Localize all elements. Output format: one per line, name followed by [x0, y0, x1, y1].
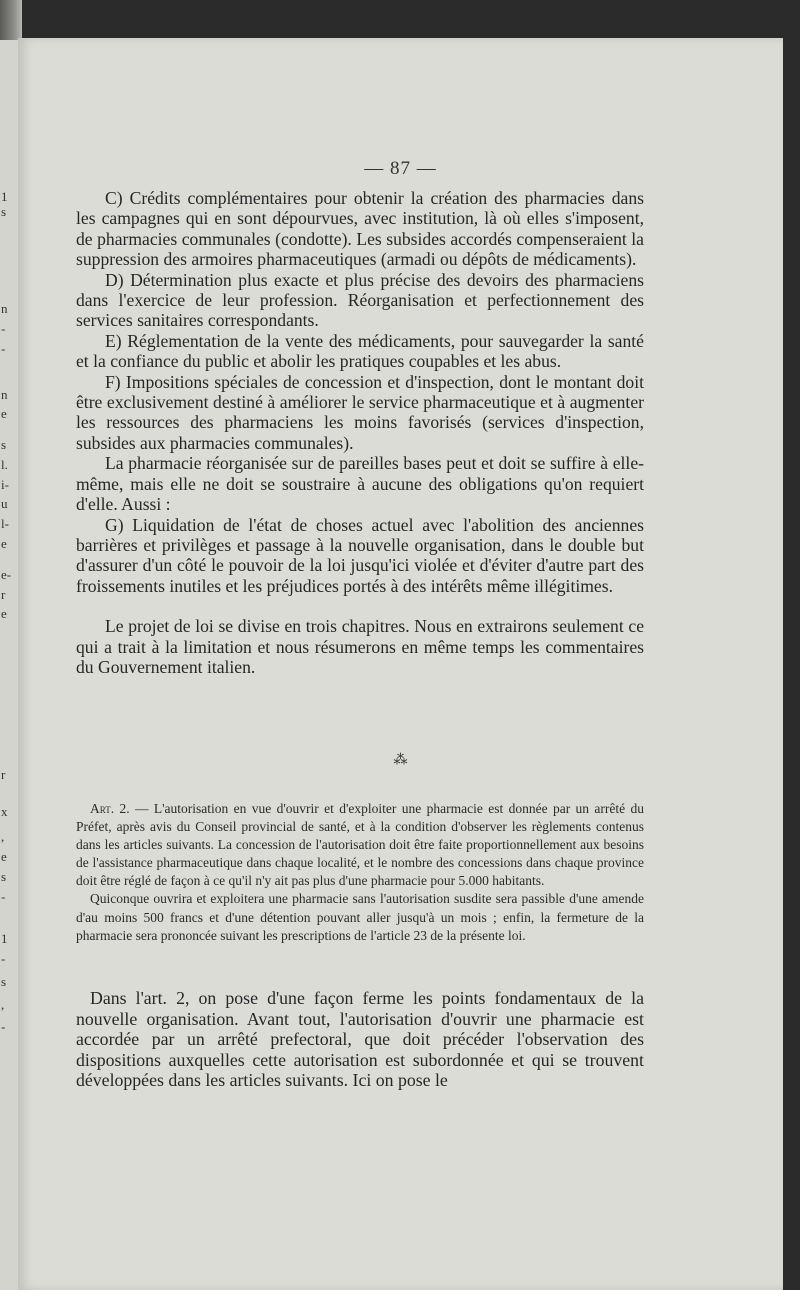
article-paragraph-2: Quiconque ouvrira et exploitera une pharmacie sans l'autorisation susdite sera passible d'une amende d'au moins 500 francs et d'une détention pouvant aller jusqu'à un mois ; enfin, la fermeture de la pharmacie sera prononcée suivant les prescriptions de l'article 23 de la présente loi. [76, 891, 644, 943]
paragraph-e: E) Réglementation de la vente des médicaments, pour sauvegarder la santé et la confiance du public et abolir les pratiques coupables et les abus. [76, 330, 644, 372]
margin-fragment: i- [1, 477, 9, 492]
margin-fragment: r [1, 587, 6, 602]
margin-fragment: - [1, 321, 6, 336]
margin-fragment: s [1, 204, 7, 219]
paragraph-pharmacy: La pharmacie réorganisée sur de pareilles bases peut et doit se suffire à elle-même, mais elle ne doit se soustraire à aucune des obligations qu'on requiert d'elle. Aussi : [76, 453, 644, 515]
margin-fragment: - [1, 889, 6, 904]
main-text-block [76, 188, 644, 677]
margin-fragment: , [1, 997, 5, 1012]
paragraph-f: F) Impositions spéciales de concession et d'inspection, dont le montant doit être exclusivement destiné à améliorer le service pharmaceutique et à augmenter les ressources des pharmaciens les moins favorisés (services d'inspection, subsides aux pharmacies communales). [76, 371, 644, 453]
margin-fragment: s [1, 974, 7, 989]
margin-fragment: n [1, 301, 8, 316]
page-number: — 87 — [364, 158, 437, 179]
paragraph-commentary: Dans l'art. 2, on pose d'une façon ferme les points fondamentaux de la nouvelle organisation. Avant tout, l'autorisation d'ouvrir une pharmacie est accordée par un arrêté prefectoral, que doit précéder l'observation des dispositions auxquelles cette autorisation est subordonnée et qui se trouvent développées dans les articles suivants. Ici on pose le [76, 988, 644, 1091]
margin-fragment: x [1, 804, 8, 819]
section-separator: ⁂ [393, 753, 408, 768]
margin-fragment: , [1, 829, 5, 844]
margin-fragment: - [1, 951, 6, 966]
margin-fragment: l- [1, 516, 9, 531]
margin-fragment: e [1, 406, 7, 421]
margin-fragment: e [1, 606, 7, 621]
margin-fragment: r [1, 767, 6, 782]
margin-fragment: 1 [1, 189, 8, 204]
margin-fragment: u [1, 496, 8, 511]
margin-fragment: s [1, 869, 7, 884]
paragraph-d: D) Détermination plus exacte et plus précise des devoirs des pharmaciens dans l'exercice de leur profession. Réorganisation et perfectionnement des services sanitaires correspondants. [76, 269, 644, 331]
book-page [18, 38, 783, 1290]
previous-page-edge [0, 40, 18, 1290]
article-text: — L'autorisation en vue d'ouvrir et d'exploiter une pharmacie est donnée par un arrêté du Préfet, après avis du Conseil provincial de santé, et à la condition d'observer les règlements contenus dans les articles suivants. La concession de l'autorisation doit être faite proportionnellement aux besoins de l'assistance pharmaceutique dans chaque localité, et le nombre des concessions dans chaque province doit être réglé de façon à ce qu'il n'y ait pas plus d'une pharmacie pour 5.000 habitants. [76, 801, 645, 889]
paragraph-g: G) Liquidation de l'état de choses actuel avec l'abolition des anciennes barrières et privilèges et passage à la nouvelle organisation, dans le double but d'assurer d'un côté le pouvoir de la loi jusqu'ici violée et d'éviter d'autre part des froissements inutiles et les préjudices portés à des intérêts même illégitimes. [76, 514, 644, 596]
article-label: Art. 2. [90, 801, 130, 816]
paragraph-intro: Le projet de loi se divise en trois chapitres. Nous en extrairons seulement ce qui a trait à la limitation et nous résumerons en même temps les commentaires du Gouvernement italien. [76, 616, 644, 677]
margin-fragment: e- [1, 567, 12, 582]
margin-fragment: e [1, 536, 7, 551]
article-quote [76, 800, 644, 945]
margin-fragment: 1 [1, 931, 8, 946]
article-paragraph-1 [76, 800, 644, 890]
margin-fragment: l. [1, 457, 8, 472]
margin-fragment: n [1, 387, 8, 402]
margin-fragment: s [1, 437, 7, 452]
commentary-block [76, 988, 644, 1091]
margin-fragment: - [1, 341, 6, 356]
paragraph-c: C) Crédits complémentaires pour obtenir la création des pharmacies dans les campagnes qui en sont dépourvues, avec institution, là où elles s'imposent, de pharmacies communales (condotte). Les subsides accordés compenseraient la suppression des armoires pharmaceutiques (armadi ou dépôts de médicaments). [76, 188, 644, 270]
margin-fragment: e [1, 849, 7, 864]
margin-fragment: - [1, 1019, 6, 1034]
